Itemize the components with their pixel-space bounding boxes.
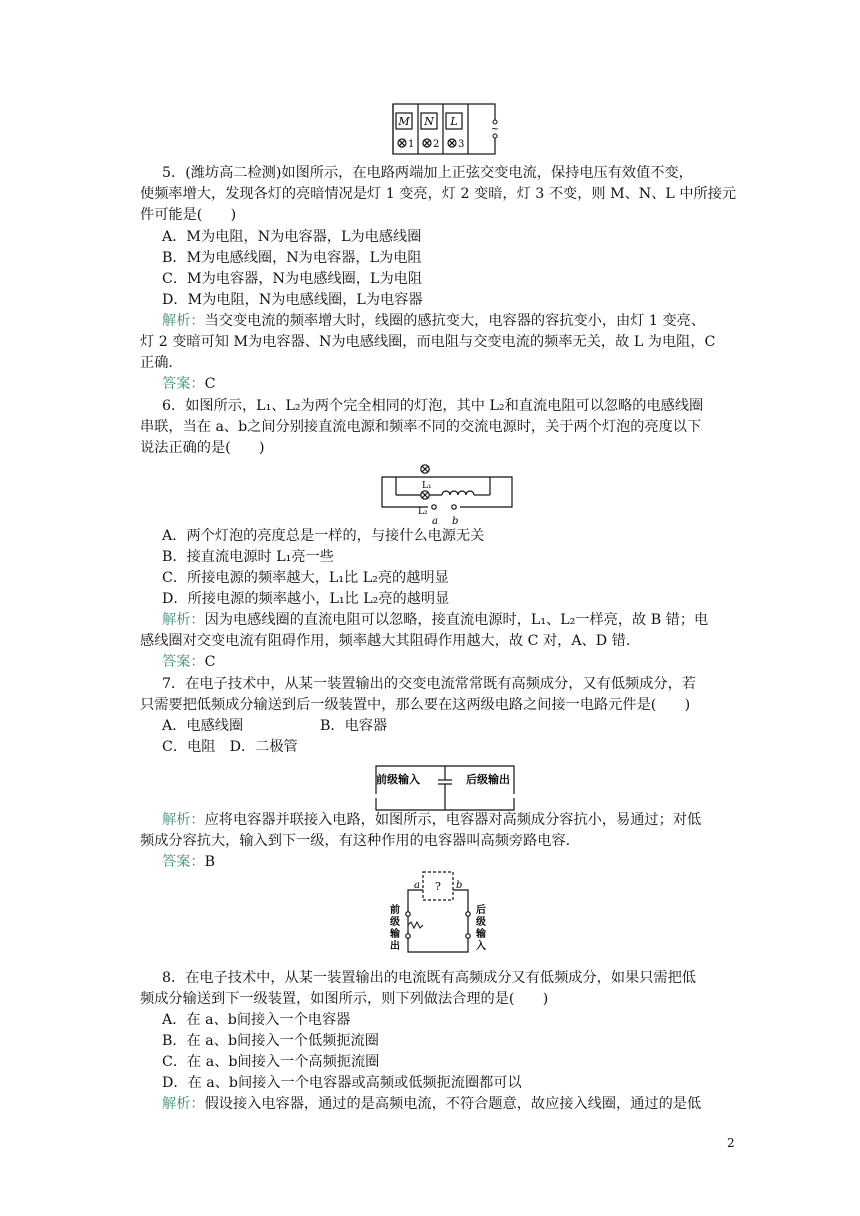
q5-lamp-1: 1 <box>408 139 415 150</box>
q5-analysis-line-1: 解析：当交变电流的频率增大时，线圈的感抗变大，电容器的容抗变小，由灯 1 变亮、 <box>162 313 706 329</box>
q5-lamp-3: 3 <box>458 139 465 150</box>
q6-option-b: B．接直流电源时 L₁亮一些 <box>162 549 334 565</box>
q6-analysis-line-1: 解析：因为电感线圈的直流电阻可以忽略，接直流电源时，L₁、L₂一样亮，故 B 错；电 <box>162 612 709 628</box>
q8-stem-line-1: 8．在电子技术中，从某一装置输出的电流既有高频成分又有低频成分，如果只需把低 <box>162 970 696 986</box>
q7-answer: 答案：B <box>162 854 216 870</box>
q8-stem-line-2: 频成分输送到下一级装置，如图所示，则下列做法合理的是( ) <box>140 991 549 1007</box>
q8-analysis-label: 解析： <box>162 1096 205 1112</box>
q6-option-a: A．两个灯泡的亮度总是一样的，与接什么电源无关 <box>162 528 485 544</box>
q7-options-row-2: C．电阻 D．二极管 <box>162 739 298 755</box>
svg-text:输: 输 <box>476 929 486 940</box>
svg-text:输: 输 <box>390 929 400 940</box>
q6-lamp-l2-label: L₂ <box>418 507 428 517</box>
svg-text:前: 前 <box>390 905 400 916</box>
q7-label-left: 前级输入 <box>376 773 420 786</box>
q5-element-l: L <box>450 115 458 128</box>
q7-option-a: A．电感线圈 <box>162 718 244 734</box>
page-number: 2 <box>727 1136 735 1150</box>
q7-analysis-line-1: 解析：应将电容器并联接入电路，如图所示，电容器对高频成分容抗小，易通过；对低 <box>162 812 702 828</box>
q8-terminal-a: a <box>414 880 420 891</box>
q6-analysis-label: 解析： <box>162 612 205 628</box>
q6-lamp-l1-label: L₁ <box>422 481 432 491</box>
q5-option-a: A．M为电阻，N为电容器，L为电感线圈 <box>162 229 422 245</box>
q6-answer: 答案：C <box>162 654 216 670</box>
q5-option-d: D．M为电阻，N为电感线圈，L为电容器 <box>162 292 423 308</box>
figure-q8-circuit <box>378 868 500 960</box>
q7-stem-line-2: 只需要把低频成分输送到后一级装置中，那么要在这两级电路之间接一电路元件是( ) <box>140 697 691 713</box>
q5-answer-label: 答案： <box>162 376 205 392</box>
q8-box-label: ? <box>435 880 441 893</box>
figure-q6-circuit <box>378 460 518 530</box>
svg-text:后: 后 <box>476 905 486 916</box>
q5-stem-line-2: 使频率增大，发现各灯的亮暗情况是灯 1 变亮，灯 2 变暗，灯 3 不变，则 M、N、L 中所接元 <box>140 186 737 202</box>
q7-stem-line-1: 7．在电子技术中，从某一装置输出的交变电流常常既有高频成分，又有低频成分，若 <box>162 676 696 692</box>
q6-analysis-line-2: 感线圈对交变电流有阻碍作用，频率越大其阻碍作用越大，故 C 对，A、D 错. <box>140 633 631 649</box>
q5-source-label: ~ <box>490 124 500 135</box>
svg-text:级: 级 <box>390 917 400 928</box>
q8-analysis-line-1: 解析：假设接入电容器，通过的是高频电流，不符合题意，故应接入线圈，通过的是低 <box>162 1096 702 1112</box>
q5-option-c: C．M为电容器，N为电感线圈，L为电阻 <box>162 271 423 287</box>
q8-option-a: A．在 a、b间接入一个电容器 <box>162 1012 351 1028</box>
svg-text:入: 入 <box>476 941 486 952</box>
q7-options-row-1 <box>162 716 762 736</box>
q6-stem-line-2: 串联，当在 a、b之间分别接直流电源和频率不同的交流电源时，关于两个灯泡的亮度以下 <box>140 419 702 435</box>
figure-q5-circuit <box>385 98 510 160</box>
q5-stem-line-1: 5．(潍坊高二检测)如图所示，在电路两端加上正弦交变电流，保持电压有效值不变， <box>162 165 693 181</box>
q5-option-b: B．M为电感线圈，N为电容器，L为电阻 <box>162 250 422 266</box>
q6-stem-line-1: 6．如图所示，L₁、L₂为两个完全相同的灯泡，其中 L₂和直流电阻可以忽略的电感线圈 <box>162 398 704 414</box>
q5-answer: 答案：C <box>162 376 216 392</box>
svg-text:出: 出 <box>390 941 400 952</box>
q5-analysis-line-2: 灯 2 变暗可知 M为电容器、N为电感线圈，而电阻与交变电流的频率无关，故 L 为电阻，C <box>140 334 716 350</box>
q6-option-c: C．所接电源的频率越大，L₁比 L₂亮的越明显 <box>162 570 449 586</box>
q8-option-c: C．在 a、b间接入一个高频扼流圈 <box>162 1054 380 1070</box>
q7-analysis-label: 解析： <box>162 812 205 828</box>
svg-text:级: 级 <box>476 917 486 928</box>
q7-answer-label: 答案： <box>162 854 205 870</box>
q8-option-d: D．在 a、b间接入一个电容器或高频或低频扼流圈都可以 <box>162 1075 522 1091</box>
q5-element-n: N <box>424 115 434 128</box>
q6-stem-line-3: 说法正确的是( ) <box>140 440 265 456</box>
q6-option-d: D．所接电源的频率越小，L₁比 L₂亮的越明显 <box>162 591 450 607</box>
q5-element-m: M <box>398 115 410 128</box>
q5-analysis-label: 解析： <box>162 313 205 329</box>
q7-label-right: 后级输出 <box>466 773 510 786</box>
q6-answer-label: 答案： <box>162 654 205 670</box>
q6-terminal-a: a <box>432 516 438 527</box>
q5-analysis-line-3: 正确. <box>140 355 173 371</box>
q8-option-b: B．在 a、b间接入一个低频扼流圈 <box>162 1033 379 1049</box>
q8-terminal-b: b <box>456 880 463 891</box>
q5-stem-line-3: 件可能是( ) <box>140 207 237 223</box>
q6-terminal-b: b <box>452 516 459 527</box>
q7-analysis-line-2: 频成分容抗大，输入到下一级，有这种作用的电容器叫高频旁路电容. <box>140 833 571 849</box>
q7-option-b: B．电容器 <box>320 718 388 734</box>
q5-lamp-2: 2 <box>433 139 440 150</box>
